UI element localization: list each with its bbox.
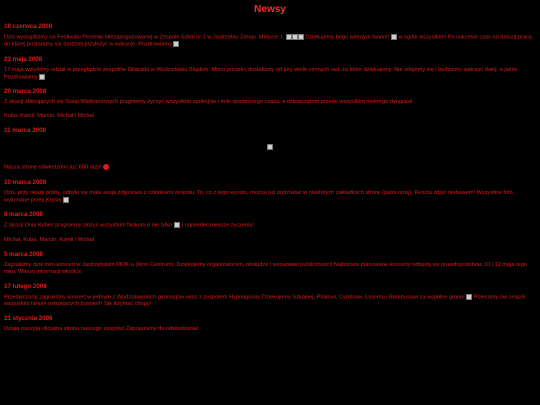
news-text: Dziś, przy okazji próby, odbyła się mała sesja zdjęciowa z członkami zespołu. To, co z tego wyszło, można już podziwiać w niektórych zakładkach strony (patrz niżej). Reszta zdjęć niebawem! Wszystkie foto wykonane przez Krysię — [4, 189, 513, 204]
news-text: 17 maja wzięliśmy udział w przeglądzie zespołów Gitarada w Wodzisławiu Śląskim. Mimo porażki, dostaliśmy od jury wiele cennych rad, za które dziękujemy. Nie zdajemy się i będziemy walczyć dalej, a jakże. Pozdrawiamy — [4, 66, 519, 81]
news-text: Działa naszyja oficjalna strona naszego zespołu! Zapraszamy do odwiedzania! — [4, 326, 199, 333]
news-text: Z okazji zbliżających się Świąt Wielkanocnych pragniemy życzyć wszystkim spokojnie i miło spędzonego czasu, a dziewczętom przede wszystkim mokrego dyngusa! — [4, 99, 413, 106]
news-date: 23 maja 2008 — [4, 55, 43, 63]
image-icon — [466, 294, 472, 300]
news-text: Zagraliśmy dziś mini-koncert w Jastrzębskim MOK-u (Kino Centrum). Dziękujemy organizatorom, obsłudze i wspaniałej publiczności! Najbliższe planowane koncerty odbędą się prawdopodobnie 10 i 12 maja tego roku. Więcej informacji wkrótce. — [4, 261, 527, 275]
news-text: Dziś wystąpiliśmy na Festiwalu Piosenki Niezaangażowanej w Zespole Szkół nr 1 w Jastrzębiu Zdroju. Miejsce: I. Dziękujemy bogu wiernym fanom! w ogóle wszystkim! Po sukcesie czas na dalszą pracę, do której postaramy się bardziej przyłożyć w wakacje. Pozdrawiamy — [4, 34, 534, 48]
page-title: Newsy — [254, 4, 286, 15]
image-icon — [298, 34, 304, 40]
flower-icon — [103, 164, 109, 170]
image-icon — [63, 197, 69, 203]
news-date: 11 marca 2008 — [4, 127, 46, 135]
image-icon — [391, 34, 397, 40]
image-placeholder — [4, 138, 536, 156]
news-date: 10 marca 2008 — [4, 178, 47, 186]
news-text: Z okazji Dnia Kobiet pragniemy złożyć wszystkim fankom (i nie tylko ) najserdeczniejsze życzenia! — [4, 222, 255, 229]
news-date: 5 marca 2008 — [4, 250, 43, 258]
news-date: 21 stycznia 2008 — [4, 315, 53, 323]
news-text: Przedwczoraj zagraliśmy koncert w jednym z Wodzisławskich gimnazjów wraz z zespołem Hypnagonia. Dziękujemy Szkalnej, Plakowi, Cymbowi, Łysemu i Bambusowi za wspólne granie Polecamy ów zespół wszystkim fanom ostrzejszych brzmień! Tak trzymać chopy! — [4, 294, 525, 308]
news-date: 20 marca 2008 — [4, 88, 47, 96]
news-date: 18 czerwca 2008 — [4, 23, 53, 30]
image-icon — [173, 41, 179, 47]
news-signature: Kuba, Kamil, Marcin, Michał i Michał — [4, 113, 94, 120]
news-text: Naszą stronę odwiedzono już 600 razy! — [4, 164, 536, 171]
image-icon — [39, 74, 45, 80]
image-icon — [174, 222, 180, 228]
image-icon — [267, 144, 273, 150]
news-signature: Michał, Kuba, Marcin, Kamil i Michał — [4, 236, 94, 243]
news-date: 17 lutego 2008 — [4, 282, 47, 290]
news-date: 8 marca 2008 — [4, 211, 43, 219]
